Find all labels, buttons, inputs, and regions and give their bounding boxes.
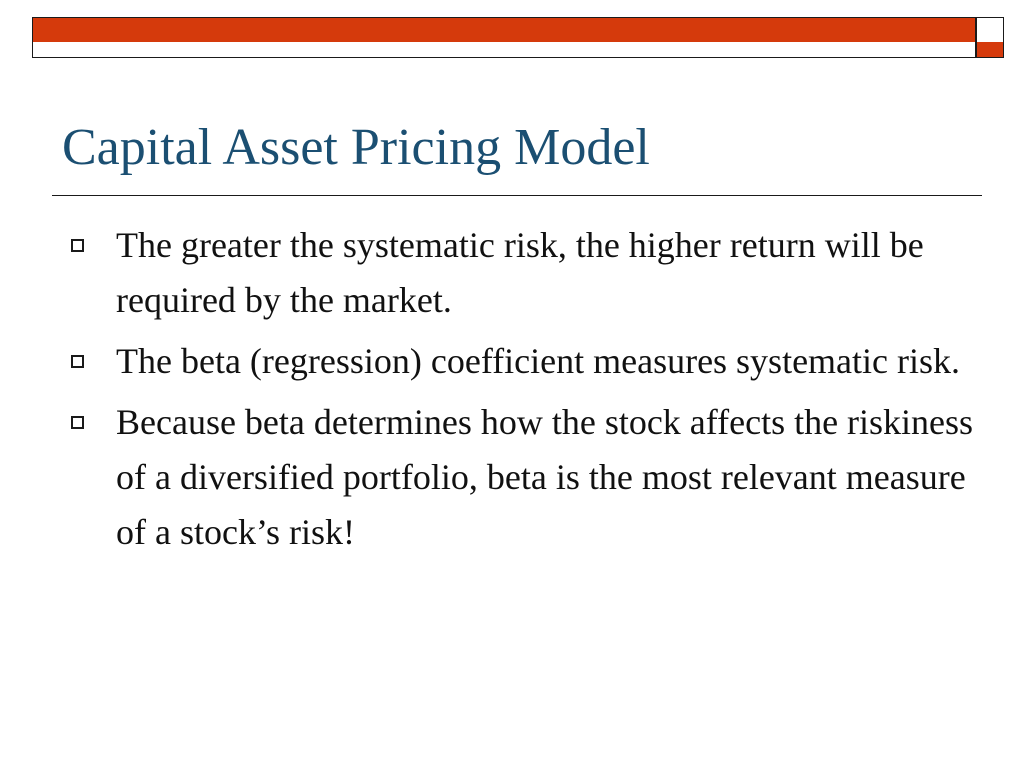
header-accent-stripe: [33, 18, 975, 42]
bullet-text: The greater the systematic risk, the higher return will be required by the market.: [116, 225, 924, 320]
header-corner-box: [976, 17, 1004, 58]
bullet-item: [62, 334, 982, 389]
hollow-square-bullet-icon: [71, 416, 84, 429]
header-decoration-bar: [32, 17, 976, 58]
slide-title: Capital Asset Pricing Model: [62, 119, 650, 176]
bullet-list: [62, 218, 982, 566]
bullet-text: Because beta determines how the stock affects the riskiness of a diversified portfolio, beta is the most relevant measure of a stock’s risk!: [116, 402, 974, 552]
bullet-text: The beta (regression) coefficient measures systematic risk.: [116, 341, 961, 381]
hollow-square-bullet-icon: [71, 239, 84, 252]
bullet-item: [62, 218, 982, 328]
title-divider: [52, 195, 982, 196]
hollow-square-bullet-icon: [71, 355, 84, 368]
bullet-item: [62, 395, 982, 560]
header-corner-accent: [977, 42, 1003, 57]
